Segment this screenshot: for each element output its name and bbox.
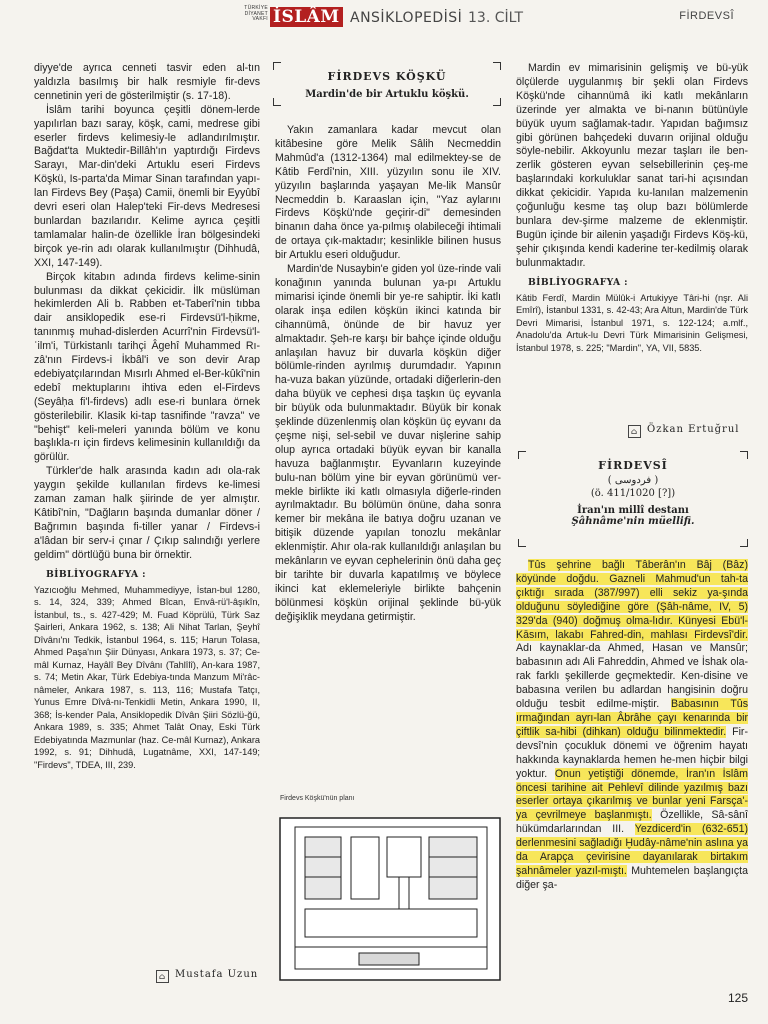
publisher-small-text: TÜRKİYE DİYANET VAKFI — [244, 5, 268, 22]
text-segment: Adı kaynaklar-da Ahmed, Hasan ve Mansûr; babasının adı Ali Fahreddin, Ahmed ve İshak ola-rak farklı şekillerde geçmektedir. Ken-disine ve babasına verilen bu adlardan hangisinin doğru olduğu tesbit edilme-miştir. — [516, 642, 748, 711]
paragraph — [516, 559, 748, 893]
bibliography-heading: BİBLİYOGRAFYA : — [46, 568, 146, 580]
article-running-head: FİRDEVSÎ — [679, 10, 734, 22]
bibliography: Yazıcıoğlu Mehmed, Muhammediyye, İstan-bul 1280, s. 14, 324, 339; Ahmed Bîcan, Envâ-rü'l-âşıkîn, İstanbul, ts., s. 427-429; M. Fuad Köprülü, Türk Saz Şairleri, Ankara 1962, s. 138; Ali Nihat Tarlan, Şeyhî Dîvânı'nı Tedkik, İstanbul 1964, s. 115; Harun Tolasa, Ahmed Paşa'nın Şiir Dünyası, Ankara 1973, s. 37; Ce-mâl Kurnaz, Hayâlî Bey Dîvânı (Tahlîlî), An-kara 1987, s. 74; Metin Akar, Türk Edebiya-tında Manzum Mi'râc-nâmeler, Ankara 1987, s. 113, 116; Mustafa Tatçı, Yunus Emre Dîvâ-nı-Tenkidli Metin, Ankara 1990, II, 368; İs-kender Pala, Ansiklopedik Dîvân Şiiri Sözlü-ğü, Ankara 1989, s. 335; Ahmet Talât Onay, Eski Türk Edebiyatında Mazmunlar (haz. Ce-mâl Kurnaz), Ankara 1992, s. 91; Dihhudâ, Lugatnâme, XXI, 147-149; "Firdevs", TDEA, III, 239. — [34, 584, 260, 770]
author-signature: ⌂ Mustafa Uzun — [156, 969, 258, 983]
header — [232, 6, 552, 30]
column-1 — [34, 62, 260, 771]
paragraph: diyye'de ayrıca cenneti tasvir eden al-tın yaldızla basılmış bir halk resmiyle fir-devs cennetinin yeri de gösterilmiştir (s. 17-18). — [34, 62, 260, 102]
text-segment: Fir-devsî'nin çocukluk dönemi ve öğrenim hayatı hakkında kaynaklarda hemen he-men hiçbir bilgi yoktur. — [516, 725, 748, 780]
paragraph: İslâm tarihi boyunca çeşitli dönem-lerde yapılırlan bazı saray, köşk, cami, medrese gibi eserler firdevs kelimesiy-le adlandırılmıştır. Bağdat'ta Muktedir-Billâh'ın yaptırdığı Firdevs Sarayı, Mar-din'deki Artuklu eseri Firdevs Köşkü, Is-parta'da Mimar Sinan tarafından yapı-lan Firdevs Bey (Paşa) Camii, önemli bir Eyyûbî devri eseri olan Halep'teki Fir-devs Medresesi bunlardan bazılarıdır. Kelime ayrıca çeşitli tamlamalar halin-de özellikle İran bölgesindeki birçok ye-rin adı olarak kullanılmıştır (Dihhudâ, XXI, 147-149). — [34, 103, 260, 269]
paragraph: Türkler'de halk arasında kadın adı ola-rak yaygın şekilde kullanılan firdevs ke-limesi zaman zaman halk şiirinde de yer almıştır. Kâtibî'nin, "Dağların başında dumanlar döner / Bağrımın başında fi-tiller yanar / Firdevs-i a'lâdan bir serv-i çınar / Çıkıp salındığı yerlere geldim" dörtlüğü buna bir örnektir. — [34, 465, 260, 561]
author-signature: ⌂ Özkan Ertuğrul — [628, 424, 739, 438]
column-2 — [275, 124, 501, 625]
column-3 — [516, 62, 748, 354]
floor-plan-figure — [279, 817, 501, 981]
highlighted-text: Babasının Tûs ırmağından ayrı-lan Âbrâhe çayı kenarında bir çiftlik sa-hibi (dihkan) olduğu bilinmektedir. — [516, 698, 748, 738]
brand-logo: İSLÂM — [270, 7, 343, 27]
title-box-firdevsi — [518, 451, 748, 547]
article-title: FİRDEVSÎ — [598, 459, 668, 472]
text-segment: Muhtemelen başlangıçta diğer şa- — [516, 864, 748, 891]
paragraph: Birçok kitabın adında firdevs kelime-sinin bulunması da dikkat çekicidir. İlk müslüman hekimlerden Ali b. Rabben et-Taberî'nin tıbba dair ansiklopedik ese-ri Firdevsü'l-ḥikme, tanınmış muhad-dislerden Acurrî'nin Firdevsü'l-ʿilm'i, Türkistanlı tarihçi Âgehî Muhammed Rı-zâ'nın Firdevs-i İkbâl'i ve son devir Arap edebiyatçılarından Mısırlı Ahmed el-Ber-kûkî'nin edebî mektuplarını ihtiva eden el-Firdevs (Seyâḥa fi'l-firdevs) adlı ese-ri bunlara örnek gösterilebilir. Klasik ki-tap tasnifinde "ravza" ve "behişt" keli-meleri yanında bölüm ve konu başlıkla-rı için firdevs kelimesinin kullanıldığı da görülür. — [34, 270, 260, 464]
article-dates: (ö. 411/1020 [?]) — [590, 488, 676, 499]
page-number: 125 — [727, 991, 748, 1005]
paragraph: Mardin ev mimarisinin gelişmiş ve bü-yük ölçülerde uygulanmış bir şekli olan Firdevs Köşkü'nde cihannümâ iki katlı mekânların üzerinde yer almakta ve bi-nanın bütünüyle büyük uyum sağlamak-tadır. Yapıdan bağımsız gibi görünen bahçedeki duvarın orijinal olduğu söyle-nebilir. Akkoyunlu mezar taşları ile ben-zerlik gösteren eyvan selsebillerinin çeş-me başlarındaki korkuluklar sanat tari-hi açısından dikkat çekicidir. Yapıda ku-lanılan malzemenin çoğunluğu kesme taş olup bazı bölümlerde bunlara dev-şirme malzeme de eklenmiştir. Bugün içinde bir ailenin yaşadığı Firdevs Köş-kü, şehir çıkışında kendi kaderine ter-kedilmiş olarak bulunmaktadır. — [516, 62, 748, 269]
arabic-title: ( فردوسی ) — [607, 475, 659, 486]
article-title: FİRDEVS KÖŞKÜ — [327, 70, 447, 83]
author-icon: ⌂ — [156, 970, 169, 983]
column-3-main — [516, 559, 748, 893]
paragraph: Yakın zamanlara kadar mevcut olan kitâbesine göre Melik Sâlih Necmeddin Mahmûd'a (1312-1364) mal edilmektey-se de Kâtib Ferdî'nin, XIII. yüzyılın sonu ile XIV. yüzyılın başlarında yaşayan Me-lik Mansûr Necmeddin b. Karaaslan için, "Yaz aylarını Firdevs Köşkü'nde geçirir-di" demesinden binanın daha önce ya-pılmış olabileceği ihtimali de ortaya çık-maktadır; kesinlikle bilinen husus bir Artuklu eseri olduğudur. — [275, 124, 501, 262]
bibliography-heading: BİBLİYOGRAFYA : — [528, 276, 628, 288]
article-subtitle-1: İran'ın millî destanı — [577, 505, 689, 516]
highlighted-text: Yezdicerd'in (632-651) derlenmesini sağladığı Ḫudây-nâme'nin aslına ya da Arapça çevirisine dayanılarak birtakım şahnâmeler yazıl-mıştı. — [516, 823, 748, 877]
volume-label: 13. CİLT — [468, 10, 524, 26]
paragraph: Mardin'de Nusaybin'e giden yol üze-rinde vali konağının yanında bulunan ya-pı Artuklu mimarisi içinde önemli bir ye-re sahiptir. İki katlı olarak inşa edilen köşkün ikinci katında bir cihannümâ, önünde de bir havuz yer almaktadır. Şeh-re karşı bir bahçe içinde olduğu anlaşılan havuz bir duvarla köşkün diğer bölümle-rinden ayrılmış durumdadır. Yapının ha-vuza bakan yüzünde, ortadaki diğerlerin-den daha büyük ve cephesi dışa taşkın üç eyvanla bir büyük oda bulunmaktadır. Büyük bir konak şeklinde düzenlenmiş olan köşkün üç eyvanı da çeşme nişi, sel-sebil ve duvar nişlerine sahip olup ayrıca ortadaki büyük eyvan bir kanalla havuza bağlanmıştır. Eyvanların kuzeyinde bulu-nan bölüm yine bir eyvan görünümü ver-mekle birlikte iki katlı olmasıyla diğerle-rinden ayrılmaktadır. Bu bölümün önüne, daha sonra kemer bir mekâna ile batıya doğru uzanan ve bitişik düzende yapılan tonozlu mekânlar eklenmiştir. Ahır ola-rak kullanıldığı anlaşılan bu mekânların ve eyvan cephelerinin önü daha geç bir tarihte bir duvarla kapatılmış ve böylece ikinci kat eklemeleriyle birlikte bahçenin bölünmesi köşkün orijinal şeklinde bü-yük değişiklik meydana getirmiştir. — [275, 263, 501, 623]
title-box-firdevs-kosku — [273, 62, 501, 106]
text-segment: Özellikle, Sâ-sânî hükümdarlarından III. — [516, 809, 748, 836]
brand-name: ANSİKLOPEDİSİ — [350, 10, 463, 26]
article-subtitle-2: Şâhnâme'nin müellifi. — [571, 516, 695, 527]
author-icon: ⌂ — [628, 425, 641, 438]
article-subtitle: Mardin'de bir Artuklu köşkü. — [305, 89, 469, 100]
bibliography: Kâtib Ferdî, Mardin Mülûk-i Artukiyye Târi-hi (nşr. Ali Emîrî), İstanbul 1331, s. 42-43; Ara Altun, Mardin'de Türk Devri Mimarisi, İstanbul 1971, s. 122-124; a.mlf., Anadolu'da Artuk-lu Devri Türk Mimarisinin Gelişmesi, İstanbul 1978, s. 225; "Mardin", YA, VII, 5835. — [516, 292, 748, 353]
highlighted-text: Tûs şehrine bağlı Tâberân'ın Bâj (Bâz) köyünde doğdu. Gazneli Mahmud'un tah-ta çıktığı sırada (387/997) elli sekiz ya-şında olduğunu söylediğine göre (Şâh-nâme, IV, 5) 329'da (940) doğmuş olma-lıdır. Künyesi Ebü'l-Kāsım, lakabı Fahred-din, mahlası Firdevsî'dir. — [516, 559, 748, 641]
figure-caption: Firdevs Köşkü'nün planı — [280, 795, 355, 802]
highlighted-text: Onun yetiştiği dönemde, İran'ın İslâm öncesi tarihine ait Pehlevî dilinde yazılmış bazı eserler ortaya çıkarılmış ve bunlar yeni Farsça'-ya çevrilmeye başlanmıştı. — [516, 767, 748, 822]
